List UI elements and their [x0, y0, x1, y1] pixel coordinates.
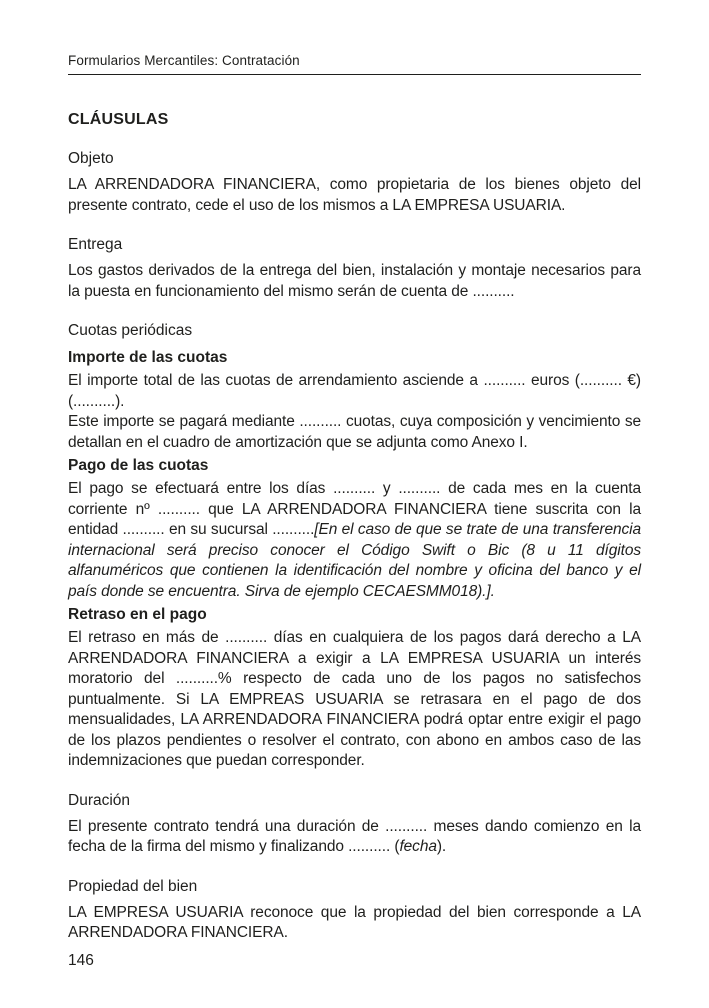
subsection-heading-retraso-pago: Retraso en el pago	[68, 606, 207, 623]
paragraph-duracion-closing: ).	[436, 838, 447, 855]
paragraph-propiedad: LA EMPRESA USUARIA reconoce que la propiedad del bien corresponde a LA ARRENDADORA FINANCIERA.	[68, 903, 641, 941]
section-heading-entrega: Entrega	[68, 236, 123, 253]
paragraph-objeto: LA ARRENDADORA FINANCIERA, como propietaria de los bienes objeto del presente contrato, cede el uso de los mismos a LA EMPRESA USUARIA.	[68, 176, 641, 214]
section-heading-objeto: Objeto	[68, 150, 114, 167]
paragraph-duracion-regular: El presente contrato tendrá una duración de .......... meses dando comienzo en la fecha de la firma del mismo y finalizando .......... (	[68, 817, 641, 855]
paragraph-entrega: Los gastos derivados de la entrega del bien, instalación y montaje necesarios para la puesta en funcionamiento del mismo serán de cuenta de ..........	[68, 262, 641, 300]
section-heading-cuotas-periodicas: Cuotas periódicas	[68, 322, 193, 339]
section-heading-propiedad-bien: Propiedad del bien	[68, 877, 198, 895]
paragraph-duracion	[68, 817, 641, 858]
paragraph-importe-2: Este importe se pagará mediante .......... cuotas, cuya composición y vencimiento se detallan en el cuadro de amortización que se adjunta como Anexo I.	[68, 413, 641, 451]
subsection-heading-importe-cuotas: Importe de las cuotas	[68, 349, 228, 366]
running-header-text: Formularios Mercantiles: Contratación	[68, 53, 300, 68]
section-heading-duracion: Duración	[68, 791, 131, 809]
paragraph-pago	[68, 479, 641, 602]
paragraph-pago-regular: El pago se efectuará entre los días .......... y .......... de cada mes en la cuenta corriente nº .......... que LA ARRENDADORA FINANCIERA tiene suscrita con la entidad .......... en su sucursal ..........	[68, 480, 641, 538]
paragraph-pago-italic-note: [En el caso de que se trate de una transferencia internacional será preciso conocer el Código Swift o Bic (8 u 11 dígitos alfanuméricos que contienen la identificación del nombre y oficina del banco y el país donde se encuentra. Sirva de ejemplo CECAESMM018).].	[68, 521, 641, 600]
subsection-heading-pago-cuotas: Pago de las cuotas	[68, 457, 209, 474]
paragraph-importe-1: El importe total de las cuotas de arrendamiento asciende a .......... euros (.......... €) (..........).	[68, 372, 641, 410]
running-header	[68, 53, 641, 75]
document-title: CLÁUSULAS	[68, 111, 169, 128]
page-number: 146	[68, 952, 94, 969]
paragraph-retraso: El retraso en más de .......... días en cualquiera de los pagos dará derecho a LA ARRENDADORA FINANCIERA a exigir a LA EMPRESA USUARIA un interés moratorio del ..........% respecto de cada uno de los pagos no satisfechos puntualmente. Si LA EMPREAS USUARIA se retrasara en el pago de dos mensualidades, LA ARRENDADORA FINANCIERA podrá optar entre exigir el pago de los plazos pendientes o resolver el contrato, con abono en ambos caso de las indemnizaciones que puedan corresponder.	[68, 629, 641, 769]
paragraph-duracion-italic-fecha: fecha	[399, 838, 437, 855]
